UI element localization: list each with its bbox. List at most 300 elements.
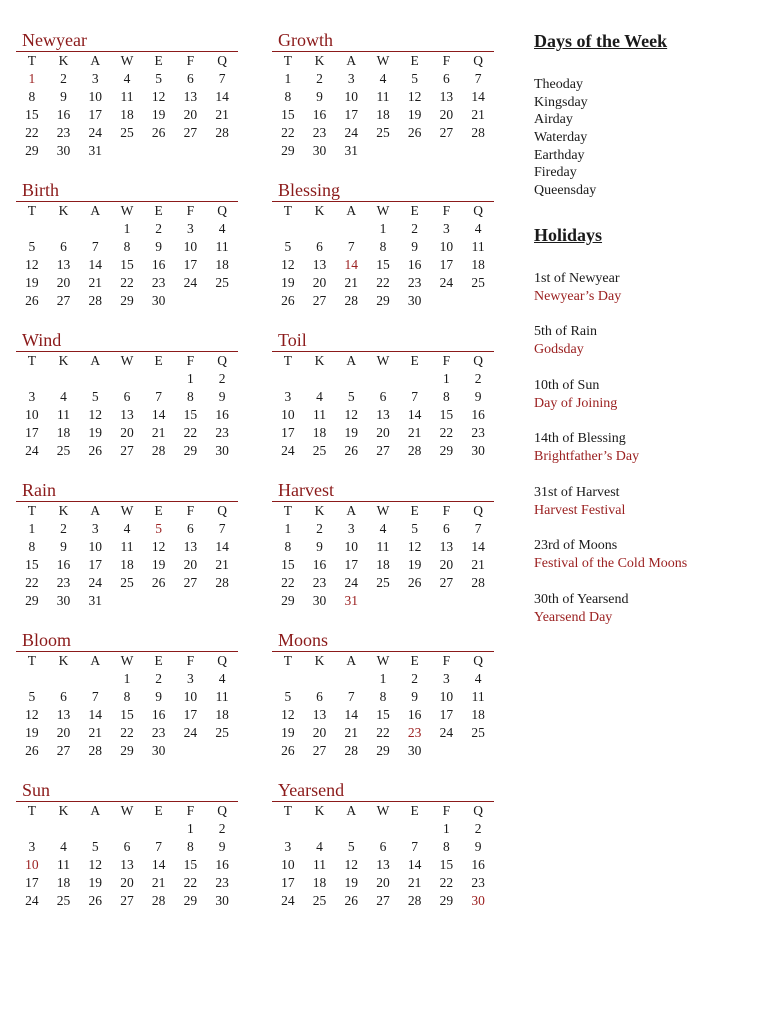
day-cell: 12 xyxy=(25,257,39,272)
day-cell: 2 xyxy=(155,221,163,236)
empty-cell xyxy=(206,742,238,760)
day-cell: 17 xyxy=(88,107,102,122)
weekday-header-row xyxy=(272,202,494,220)
day-cell: 8 xyxy=(123,239,131,254)
holiday-name: Day of Joining xyxy=(534,395,618,411)
day-cell: 29 xyxy=(376,293,390,308)
month-bloom xyxy=(16,630,238,760)
day-cell: 29 xyxy=(120,293,134,308)
day-cell: 25 xyxy=(215,725,229,740)
day-cell: 7 xyxy=(91,689,99,704)
weekday-list xyxy=(534,76,764,200)
weekday-header: K xyxy=(58,203,69,218)
month-harvest xyxy=(272,480,494,610)
day-cell: 22 xyxy=(281,575,295,590)
day-cell: 28 xyxy=(88,293,102,308)
month-table xyxy=(16,202,238,310)
weekday-header: E xyxy=(154,803,163,818)
day-cell: 19 xyxy=(344,425,358,440)
day-cell: 21 xyxy=(88,275,102,290)
week-row xyxy=(16,688,238,706)
day-cell: 27 xyxy=(376,443,390,458)
weekday-header: F xyxy=(186,803,195,818)
holiday-date: 5th of Rain xyxy=(534,324,597,340)
day-cell: 17 xyxy=(344,107,358,122)
empty-cell xyxy=(143,820,175,838)
holiday-date: 14th of Blessing xyxy=(534,431,626,447)
day-cell: 12 xyxy=(151,89,166,104)
day-cell: 9 xyxy=(155,689,163,704)
holiday-name: Newyear’s Day xyxy=(534,288,622,304)
month-table xyxy=(272,502,494,610)
week-row xyxy=(272,820,494,838)
day-cell: 9 xyxy=(316,89,323,104)
day-cell: 14 xyxy=(151,407,166,422)
empty-cell xyxy=(272,220,304,238)
weekday-header: F xyxy=(442,203,451,218)
day-cell: 17 xyxy=(281,875,295,890)
day-cell: 25 xyxy=(56,893,71,908)
day-cell: 22 xyxy=(376,275,390,290)
weekday-header: W xyxy=(376,203,390,218)
month-table xyxy=(272,352,494,460)
day-cell: 14 xyxy=(88,257,102,272)
weekday-header: Q xyxy=(217,353,227,368)
empty-cell xyxy=(335,670,367,688)
day-cell: 4 xyxy=(60,839,67,854)
holiday-item xyxy=(534,377,764,431)
day-cell: 24 xyxy=(281,443,295,458)
month-title: Blessing xyxy=(272,180,494,202)
day-cell: 11 xyxy=(313,407,327,422)
day-cell: 3 xyxy=(186,221,194,236)
day-cell: 15 xyxy=(439,407,454,422)
week-row xyxy=(16,142,238,160)
week-row xyxy=(16,388,238,406)
empty-cell xyxy=(206,142,238,160)
weekday-item: Earthday xyxy=(534,147,585,163)
week-row xyxy=(272,424,494,442)
weekday-header: E xyxy=(154,353,163,368)
empty-cell xyxy=(111,820,143,838)
month-title: Newyear xyxy=(16,30,238,52)
day-cell: 28 xyxy=(471,125,485,140)
day-cell: 27 xyxy=(120,443,134,458)
weekday-header: K xyxy=(314,53,325,68)
weekday-header: F xyxy=(442,803,451,818)
day-cell: 18 xyxy=(376,107,390,122)
week-row xyxy=(272,556,494,574)
empty-cell xyxy=(367,592,399,610)
weekday-header: W xyxy=(120,203,134,218)
day-cell: 20 xyxy=(439,557,454,572)
day-cell: 29 xyxy=(183,893,198,908)
day-cell: 16 xyxy=(312,557,327,572)
day-cell: 12 xyxy=(344,857,358,872)
month-moons xyxy=(272,630,494,760)
day-cell: 9 xyxy=(316,539,323,554)
day-cell: 20 xyxy=(56,725,71,740)
month-rain xyxy=(16,480,238,610)
day-cell: 8 xyxy=(379,689,387,704)
empty-cell xyxy=(16,220,48,238)
weekday-header: A xyxy=(346,53,357,68)
day-cell: 22 xyxy=(439,875,454,890)
week-row xyxy=(16,838,238,856)
day-cell: 8 xyxy=(379,239,387,254)
day-cell: 4 xyxy=(123,521,131,536)
day-cell: 24 xyxy=(88,575,102,590)
weekday-header: T xyxy=(27,353,36,368)
day-cell: 3 xyxy=(347,71,355,86)
week-row xyxy=(16,292,238,310)
month-table xyxy=(272,802,494,910)
day-cell: 30 xyxy=(312,593,327,608)
empty-cell xyxy=(304,670,336,688)
day-cell: 7 xyxy=(347,239,355,254)
week-row xyxy=(16,256,238,274)
day-cell: 28 xyxy=(407,893,422,908)
empty-cell xyxy=(399,370,431,388)
day-cell: 16 xyxy=(215,407,229,422)
day-cell: 12 xyxy=(151,539,166,554)
weekday-header-row xyxy=(16,652,238,670)
day-cell: 19 xyxy=(25,275,39,290)
week-row xyxy=(272,706,494,724)
day-cell: 13 xyxy=(312,257,327,272)
day-cell: 27 xyxy=(183,125,198,140)
weekday-header-row xyxy=(272,802,494,820)
weekday-header: W xyxy=(120,53,134,68)
day-cell: 16 xyxy=(471,857,485,872)
empty-cell xyxy=(206,592,238,610)
day-cell: 28 xyxy=(151,893,166,908)
weekday-item: Airday xyxy=(534,112,573,128)
day-cell: 21 xyxy=(471,557,485,572)
week-row xyxy=(16,406,238,424)
day-cell: 27 xyxy=(183,575,198,590)
day-cell: 28 xyxy=(471,575,485,590)
day-cell: 2 xyxy=(218,371,226,386)
weekday-header: Q xyxy=(217,503,227,518)
day-cell: 17 xyxy=(281,425,295,440)
weekday-header: E xyxy=(154,503,163,518)
day-cell: 26 xyxy=(88,443,102,458)
weekday-header: T xyxy=(283,803,292,818)
day-cell: 22 xyxy=(281,125,295,140)
weekday-header: E xyxy=(410,353,419,368)
day-cell: 16 xyxy=(407,257,422,272)
month-title: Growth xyxy=(272,30,494,52)
day-cell: 9 xyxy=(411,239,419,254)
day-cell: 28 xyxy=(88,743,102,758)
weekday-header: K xyxy=(58,353,69,368)
week-row xyxy=(272,670,494,688)
day-cell: 3 xyxy=(28,389,36,404)
day-cell: 4 xyxy=(60,389,67,404)
month-title: Bloom xyxy=(16,630,238,652)
day-cell: 25 xyxy=(376,125,390,140)
weekday-header: K xyxy=(314,653,325,668)
month-growth xyxy=(272,30,494,160)
month-table xyxy=(272,52,494,160)
day-cell: 20 xyxy=(183,557,198,572)
day-cell: 5 xyxy=(284,689,292,704)
weekday-header: E xyxy=(410,803,419,818)
empty-cell xyxy=(206,292,238,310)
month-sun xyxy=(16,780,238,910)
day-cell: 24 xyxy=(25,893,39,908)
day-cell: 31 xyxy=(344,143,358,158)
day-cell: 15 xyxy=(183,407,198,422)
day-cell: 29 xyxy=(120,743,134,758)
day-cell: 15 xyxy=(120,257,134,272)
week-row xyxy=(16,88,238,106)
day-cell: 14 xyxy=(344,707,358,722)
empty-cell xyxy=(431,292,463,310)
month-table xyxy=(16,652,238,760)
day-cell: 1 xyxy=(284,71,292,86)
day-cell: 9 xyxy=(60,89,67,104)
day-cell: 26 xyxy=(151,125,166,140)
holiday-item xyxy=(534,430,764,484)
day-cell: 18 xyxy=(312,875,327,890)
weekday-header: K xyxy=(314,203,325,218)
empty-cell xyxy=(79,370,111,388)
day-cell: 25 xyxy=(120,125,134,140)
week-row xyxy=(272,574,494,592)
day-cell: 22 xyxy=(25,575,39,590)
day-cell: 15 xyxy=(376,257,390,272)
empty-cell xyxy=(367,820,399,838)
day-cell: 23 xyxy=(215,425,229,440)
day-cell: 8 xyxy=(186,839,194,854)
day-cell: 8 xyxy=(442,839,450,854)
day-cell: 12 xyxy=(88,857,102,872)
day-cell: 11 xyxy=(471,239,485,254)
empty-cell xyxy=(304,370,336,388)
day-cell: 31 xyxy=(88,593,102,608)
weekday-header: A xyxy=(90,653,101,668)
day-cell: 14 xyxy=(471,539,485,554)
day-cell: 9 xyxy=(474,389,482,404)
day-cell: 7 xyxy=(218,71,226,86)
day-cell: 23 xyxy=(151,725,166,740)
weekday-header: Q xyxy=(217,803,227,818)
day-cell: 6 xyxy=(442,521,450,536)
day-cell: 18 xyxy=(56,425,71,440)
week-row xyxy=(16,538,238,556)
day-cell: 12 xyxy=(407,89,422,104)
empty-cell xyxy=(111,142,143,160)
weekday-header: Q xyxy=(217,653,227,668)
day-cell: 24 xyxy=(344,125,358,140)
day-cell: 26 xyxy=(281,743,295,758)
day-cell: 18 xyxy=(376,557,390,572)
holiday-list xyxy=(534,270,764,645)
weekday-header-row xyxy=(272,502,494,520)
day-cell: 18 xyxy=(471,257,485,272)
day-cell: 8 xyxy=(123,689,131,704)
day-cell: 3 xyxy=(442,221,450,236)
weekday-header: Q xyxy=(473,503,483,518)
week-row xyxy=(16,874,238,892)
weekday-header: F xyxy=(186,53,195,68)
weekday-header: E xyxy=(154,53,163,68)
weekday-header: E xyxy=(410,503,419,518)
holiday-date: 10th of Sun xyxy=(534,377,600,393)
day-cell: 23 xyxy=(312,125,327,140)
day-cell: 25 xyxy=(471,275,485,290)
day-cell: 7 xyxy=(155,839,163,854)
weekday-header: W xyxy=(120,503,134,518)
empty-cell xyxy=(79,220,111,238)
day-cell: 2 xyxy=(474,821,482,836)
day-cell: 9 xyxy=(155,239,163,254)
empty-cell xyxy=(335,370,367,388)
day-cell: 17 xyxy=(88,557,102,572)
weekday-header: F xyxy=(442,503,451,518)
weekday-header: Q xyxy=(217,203,227,218)
day-cell: 9 xyxy=(218,389,226,404)
day-cell: 16 xyxy=(56,107,71,122)
day-cell: 29 xyxy=(25,593,39,608)
empty-cell xyxy=(143,142,175,160)
day-cell: 1 xyxy=(186,821,194,836)
weekday-item: Waterday xyxy=(534,130,588,146)
day-cell: 17 xyxy=(439,707,454,722)
empty-cell xyxy=(367,370,399,388)
holidays-title: Holidays xyxy=(534,224,603,245)
day-cell: 13 xyxy=(439,89,454,104)
week-row xyxy=(272,874,494,892)
day-cell: 6 xyxy=(316,239,323,254)
day-cell: 30 xyxy=(56,143,71,158)
day-cell: 31 xyxy=(88,143,102,158)
day-cell: 21 xyxy=(344,275,358,290)
day-cell: 21 xyxy=(88,725,102,740)
empty-cell xyxy=(304,820,336,838)
weekday-header: T xyxy=(27,503,36,518)
day-cell: 24 xyxy=(439,275,454,290)
day-cell: 20 xyxy=(376,425,390,440)
day-cell: 15 xyxy=(183,857,198,872)
day-cell: 1 xyxy=(442,821,450,836)
day-cell: 26 xyxy=(25,743,39,758)
week-row xyxy=(272,292,494,310)
weekday-header: K xyxy=(58,503,69,518)
day-cell: 1 xyxy=(379,221,387,236)
day-cell: 15 xyxy=(439,857,454,872)
day-cell: 20 xyxy=(120,875,134,890)
week-row xyxy=(272,520,494,538)
weekday-header: W xyxy=(376,653,390,668)
month-table xyxy=(272,202,494,310)
day-cell: 18 xyxy=(312,425,327,440)
day-cell: 9 xyxy=(474,839,482,854)
day-cell: 29 xyxy=(25,143,39,158)
day-cell: 10 xyxy=(25,857,39,872)
day-cell: 24 xyxy=(25,443,39,458)
day-cell: 2 xyxy=(60,71,67,86)
week-row xyxy=(16,442,238,460)
day-cell: 28 xyxy=(344,743,358,758)
empty-cell xyxy=(143,370,175,388)
empty-cell xyxy=(272,670,304,688)
weekday-header: W xyxy=(376,353,390,368)
weekday-header: F xyxy=(186,353,195,368)
day-cell: 5 xyxy=(28,689,36,704)
day-cell: 21 xyxy=(407,425,422,440)
day-cell: 26 xyxy=(344,443,358,458)
day-cell: 7 xyxy=(91,239,99,254)
day-cell: 2 xyxy=(474,371,482,386)
weekday-header: W xyxy=(120,803,134,818)
day-cell: 30 xyxy=(312,143,327,158)
day-cell: 7 xyxy=(411,389,419,404)
weekday-header: E xyxy=(410,53,419,68)
weekday-header: F xyxy=(186,503,195,518)
day-cell: 4 xyxy=(379,71,387,86)
day-cell: 1 xyxy=(284,521,292,536)
day-cell: 18 xyxy=(120,107,134,122)
week-row xyxy=(16,856,238,874)
day-cell: 30 xyxy=(151,743,166,758)
day-cell: 14 xyxy=(88,707,102,722)
holiday-date: 30th of Yearsend xyxy=(534,591,629,607)
day-cell: 28 xyxy=(151,443,166,458)
day-cell: 30 xyxy=(471,893,485,908)
day-cell: 4 xyxy=(218,671,226,686)
day-cell: 12 xyxy=(407,539,422,554)
day-cell: 21 xyxy=(407,875,422,890)
day-cell: 26 xyxy=(88,893,102,908)
empty-cell xyxy=(462,292,494,310)
empty-cell xyxy=(79,820,111,838)
week-row xyxy=(272,856,494,874)
day-cell: 13 xyxy=(312,707,327,722)
day-cell: 3 xyxy=(347,521,355,536)
day-cell: 4 xyxy=(218,221,226,236)
day-cell: 13 xyxy=(183,539,198,554)
day-cell: 19 xyxy=(88,425,102,440)
day-cell: 1 xyxy=(379,671,387,686)
week-row xyxy=(272,274,494,292)
weekday-header: Q xyxy=(473,353,483,368)
empty-cell xyxy=(48,820,80,838)
day-cell: 15 xyxy=(25,107,39,122)
day-cell: 27 xyxy=(439,125,454,140)
day-cell: 4 xyxy=(474,671,482,686)
day-cell: 11 xyxy=(57,407,71,422)
day-cell: 8 xyxy=(28,89,36,104)
day-cell: 3 xyxy=(284,839,292,854)
day-cell: 10 xyxy=(183,689,198,704)
day-cell: 26 xyxy=(281,293,295,308)
day-cell: 30 xyxy=(471,443,485,458)
day-cell: 4 xyxy=(474,221,482,236)
day-cell: 19 xyxy=(281,275,295,290)
day-cell: 22 xyxy=(183,425,198,440)
weekday-header: W xyxy=(376,503,390,518)
day-cell: 10 xyxy=(439,689,454,704)
holiday-item xyxy=(534,591,764,645)
week-row xyxy=(272,70,494,88)
empty-cell xyxy=(399,820,431,838)
weekday-header: T xyxy=(283,53,292,68)
holiday-item xyxy=(534,270,764,324)
week-row xyxy=(16,592,238,610)
